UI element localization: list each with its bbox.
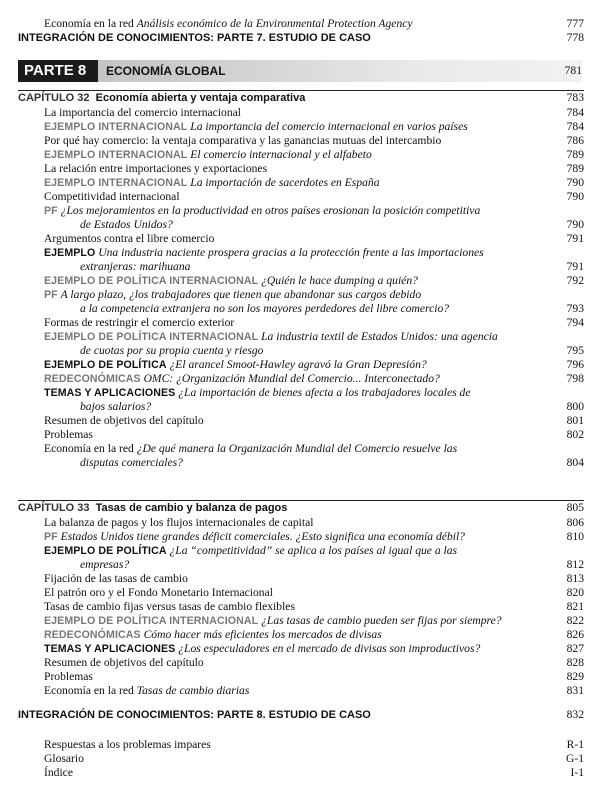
- chapter-entries: [0, 106, 600, 470]
- chapter-title: Tasas de cambio y balanza de pagos: [95, 502, 288, 514]
- entry-title: La balanza de pagos y los flujos internacionales de capital: [44, 516, 314, 529]
- toc-entry: [0, 516, 600, 530]
- entry-title: ¿Quién le hace dumping a quién?: [261, 274, 418, 287]
- end-entry: [0, 766, 600, 780]
- page-number: 806: [566, 516, 584, 529]
- toc-entry: [0, 386, 600, 400]
- integration-title: INTEGRACIÓN DE CONOCIMIENTOS: PARTE 8. ESTUDIO DE CASO: [18, 709, 371, 721]
- page-number: 827: [566, 642, 584, 655]
- entry-text: [44, 372, 440, 386]
- entry-label: EJEMPLO: [44, 247, 96, 259]
- entry-title: de Estados Unidos?: [80, 218, 173, 231]
- toc-entry: [0, 628, 600, 642]
- entry-text: [44, 600, 295, 614]
- toc-entry-continuation: [0, 456, 600, 470]
- toc-entry: [0, 316, 600, 330]
- page-number: 795: [566, 344, 584, 357]
- page-number: 792: [566, 274, 584, 287]
- entry-text: [44, 642, 480, 656]
- end-entry: [0, 752, 600, 766]
- entry-text: [44, 358, 427, 372]
- toc-entry: [0, 120, 600, 134]
- chapter-label: CAPÍTULO 33: [18, 502, 90, 514]
- entry-text: [44, 656, 204, 670]
- page-number: 821: [566, 600, 584, 613]
- integration-title: INTEGRACIÓN DE CONOCIMIENTOS: PARTE 7. ESTUDIO DE CASO: [18, 32, 371, 44]
- entry-title: La importancia del comercio internacional: [44, 106, 242, 119]
- entry-text: [44, 628, 382, 642]
- entry-text: [44, 516, 313, 530]
- entry-title: Fijación de las tasas de cambio: [44, 572, 188, 585]
- entry-title: Argumentos contra el libre comercio: [44, 232, 215, 245]
- toc-entry: [0, 288, 600, 302]
- entry-title: ¿La “competitividad” se aplica a los países al igual que a las: [169, 544, 458, 557]
- toc-entry: [0, 530, 600, 544]
- entry-title: disputas comerciales?: [80, 456, 183, 469]
- entry-title: A largo plazo, ¿los trabajadores que tienen que abandonar sus cargos debido: [60, 288, 422, 301]
- entry-label: EJEMPLO DE POLÍTICA INTERNACIONAL: [44, 275, 259, 287]
- entry-title: La relación entre importaciones y exportaciones: [44, 162, 268, 175]
- entry-text: [44, 414, 204, 428]
- integration-entry: [0, 708, 600, 722]
- entry-text: [44, 274, 418, 288]
- entry-title: bajos salarios?: [80, 400, 152, 413]
- entry-title: Por qué hay comercio: la ventaja comparativa y las ganancias mutuas del intercambio: [44, 134, 442, 147]
- toc-entry: [0, 106, 600, 120]
- toc-entry-continuation: [0, 218, 600, 232]
- toc-entry: [0, 428, 600, 442]
- entry-label: REDECONÓMICAS: [44, 373, 141, 385]
- entry-label: TEMAS Y APLICACIONES: [44, 643, 176, 655]
- page-number: 781: [564, 64, 582, 77]
- entry-text: [44, 572, 188, 586]
- toc-entry: [0, 442, 600, 456]
- entry-text: [44, 190, 180, 204]
- entry-title: a la competencia extranjera no son los mayores perdedores del libre comercio?: [80, 302, 450, 315]
- entry-text: [44, 288, 421, 302]
- part-label: PARTE 8: [18, 60, 98, 82]
- page-number: 790: [566, 176, 584, 189]
- part-title: ECONOMÍA GLOBAL: [106, 64, 226, 78]
- toc-top: [0, 17, 600, 45]
- entry-label: PF: [44, 531, 58, 543]
- entry-label: EJEMPLO INTERNACIONAL: [44, 177, 188, 189]
- toc-entry: [0, 190, 600, 204]
- entry-title: empresas?: [80, 558, 130, 571]
- page-number: 820: [566, 586, 584, 599]
- toc-entry: [0, 656, 600, 670]
- toc-entry: [0, 176, 600, 190]
- chapter-entries: [0, 516, 600, 698]
- entry-prefix: Economía en la red: [44, 684, 134, 697]
- page-number: 794: [566, 316, 584, 329]
- page-number: 822: [566, 614, 584, 627]
- page-number: 813: [566, 572, 584, 585]
- entry-title: El patrón oro y el Fondo Monetario Internacional: [44, 586, 273, 599]
- entry-title: Formas de restringir el comercio exterior: [44, 316, 235, 329]
- entry-text: [44, 386, 471, 400]
- integration-8: [0, 708, 600, 722]
- page-number: 829: [566, 670, 584, 683]
- entry-text: [44, 162, 267, 176]
- entry-title: El comercio internacional y el alfabeto: [190, 148, 372, 161]
- page-number: 783: [566, 91, 584, 104]
- entry-label: EJEMPLO INTERNACIONAL: [44, 149, 188, 161]
- toc-entry: [0, 330, 600, 344]
- entry-label: EJEMPLO DE POLÍTICA INTERNACIONAL: [44, 615, 259, 627]
- page-number: 791: [566, 260, 584, 273]
- entry-text: [44, 176, 380, 190]
- entry-text: [44, 544, 457, 558]
- entry-title: Análisis económico de la Environmental Protection Agency: [136, 17, 413, 30]
- entry-text: [44, 670, 93, 684]
- page-number: 828: [566, 656, 584, 669]
- end-entry-title: Índice: [44, 766, 73, 779]
- part-banner: [0, 60, 600, 82]
- entry-prefix: Economía en la red: [44, 17, 134, 30]
- entry-title: Cómo hacer más eficientes los mercados de divisas: [143, 628, 382, 641]
- toc-entry: [0, 572, 600, 586]
- entry-title: Tasas de cambio fijas versus tasas de cambio flexibles: [44, 600, 295, 613]
- entry-text: [80, 302, 449, 316]
- end-entry-title: Respuestas a los problemas impares: [44, 738, 211, 751]
- chapter-32-section: [0, 90, 600, 470]
- entry-title: ¿La importación de bienes afecta a los trabajadores locales de: [178, 386, 471, 399]
- toc-entry: [0, 232, 600, 246]
- toc-entry: [0, 134, 600, 148]
- toc-entry: [0, 162, 600, 176]
- entry-label: EJEMPLO DE POLÍTICA INTERNACIONAL: [44, 331, 259, 343]
- entry-title: Resumen de objetivos del capítulo: [44, 414, 204, 427]
- toc-entry: [0, 586, 600, 600]
- toc-entry-continuation: [0, 302, 600, 316]
- page-number: 789: [566, 162, 584, 175]
- entry-label: EJEMPLO DE POLÍTICA: [44, 359, 167, 371]
- entry-title: ¿Los mejoramientos en la productividad en otros países erosionan la posición competitiva: [60, 204, 481, 217]
- page-number: I-1: [570, 766, 584, 779]
- toc-entry: [0, 246, 600, 260]
- page-number: 810: [566, 530, 584, 543]
- entry-title: ¿Las tasas de cambio pueden ser fijas por siempre?: [261, 614, 502, 627]
- page-number: 789: [566, 148, 584, 161]
- entry-title: Competitividad internacional: [44, 190, 180, 203]
- page-number: 801: [566, 414, 584, 427]
- entry-title: ¿Los especuladores en el mercado de divisas son improductivos?: [178, 642, 481, 655]
- entry-text: [80, 456, 183, 470]
- page-number: 796: [566, 358, 584, 371]
- toc-entry: [0, 148, 600, 162]
- chapter-33-section: [0, 500, 600, 698]
- page-number: 790: [566, 218, 584, 231]
- entry-title: ¿De qué manera la Organización Mundial del Comercio resuelve las: [136, 442, 458, 455]
- entry-label: EJEMPLO DE POLÍTICA: [44, 545, 167, 557]
- entry-text: [44, 316, 234, 330]
- entry-text: [44, 204, 480, 218]
- end-matter: [0, 738, 600, 780]
- toc-entry: [0, 414, 600, 428]
- page-number: G-1: [565, 752, 584, 765]
- page-number: 777: [566, 17, 584, 30]
- entry-text: [44, 614, 502, 628]
- entry-prefix: Economía en la red: [44, 442, 134, 455]
- entry-title: de cuotas por su propia cuenta y riesgo: [80, 344, 264, 357]
- entry-text: [44, 428, 93, 442]
- chapter-heading: [18, 90, 584, 106]
- entry-label: EJEMPLO INTERNACIONAL: [44, 121, 188, 133]
- page-number: 804: [566, 456, 584, 469]
- page-number: 798: [566, 372, 584, 385]
- entry-title: La industria textil de Estados Unidos: una agencia: [261, 330, 498, 343]
- page-number: 790: [566, 190, 584, 203]
- toc-entry: [0, 544, 600, 558]
- page-number: 831: [566, 684, 584, 697]
- entry-title: Resumen de objetivos del capítulo: [44, 656, 204, 669]
- toc-entry-continuation: [0, 344, 600, 358]
- entry-title: La importación de sacerdotes en España: [190, 176, 380, 189]
- entry-text: [44, 120, 468, 134]
- entry-label: REDECONÓMICAS: [44, 629, 141, 641]
- toc-entry: [0, 614, 600, 628]
- entry-text: [44, 246, 484, 260]
- entry-title: extranjeras: marihuana: [80, 260, 191, 273]
- entry-text: [80, 400, 151, 414]
- entry-text: [80, 218, 173, 232]
- entry-text: [44, 586, 273, 600]
- page-number: R-1: [566, 738, 584, 751]
- entry-text: [80, 260, 190, 274]
- entry-title: Problemas: [44, 670, 93, 683]
- toc-entry: [0, 17, 600, 31]
- toc-entry-continuation: [0, 400, 600, 414]
- page-number: 791: [566, 232, 584, 245]
- page-number: 812: [566, 558, 584, 571]
- entry-text: [44, 530, 465, 544]
- entry-text: [80, 558, 129, 572]
- toc-entry: [0, 670, 600, 684]
- end-entry: [0, 738, 600, 752]
- end-entry-title: Glosario: [44, 752, 84, 765]
- page-number: 800: [566, 400, 584, 413]
- entry-title: Estados Unidos tiene grandes déficit comerciales. ¿Esto significa una economía débil?: [60, 530, 465, 543]
- entry-title: Problemas: [44, 428, 93, 441]
- toc-entry: [0, 204, 600, 218]
- entry-text: [44, 232, 214, 246]
- entry-label: PF: [44, 289, 58, 301]
- entry-text: [44, 106, 241, 120]
- page-number: 784: [566, 120, 584, 133]
- page-number: 786: [566, 134, 584, 147]
- page-number: 802: [566, 428, 584, 441]
- integration-entry: [0, 31, 600, 45]
- entry-label: PF: [44, 205, 58, 217]
- toc-entry-continuation: [0, 260, 600, 274]
- page-number: 793: [566, 302, 584, 315]
- page-number: 784: [566, 106, 584, 119]
- entry-title: Una industria naciente prospera gracias a la protección frente a las importaciones: [98, 246, 484, 259]
- entry-title: Tasas de cambio diarias: [136, 684, 250, 697]
- toc-entry: [0, 600, 600, 614]
- chapter-title: Economía abierta y ventaja comparativa: [95, 92, 306, 104]
- page-number: 832: [566, 708, 584, 721]
- page-number: 826: [566, 628, 584, 641]
- entry-text: [44, 134, 441, 148]
- entry-title: ¿El arancel Smoot-Hawley agravó la Gran Depresión?: [169, 358, 427, 371]
- chapter-label: CAPÍTULO 32: [18, 92, 90, 104]
- toc-entry: [0, 684, 600, 698]
- entry-text: [80, 344, 263, 358]
- toc-entry: [0, 358, 600, 372]
- toc-entry-continuation: [0, 558, 600, 572]
- entry-text: [44, 684, 249, 698]
- entry-text: [44, 148, 372, 162]
- entry-label: TEMAS Y APLICACIONES: [44, 387, 176, 399]
- chapter-heading: [18, 500, 584, 516]
- page-number: 805: [566, 501, 584, 514]
- toc-entry: [0, 274, 600, 288]
- page-number: 778: [566, 31, 584, 44]
- entry-title: OMC: ¿Organización Mundial del Comercio... Interconectado?: [143, 372, 440, 385]
- toc-entry: [0, 642, 600, 656]
- entry-title: La importancia del comercio internacional en varios países: [190, 120, 468, 133]
- toc-entry: [0, 372, 600, 386]
- entry-text: [44, 330, 498, 344]
- entry-text: [44, 442, 457, 456]
